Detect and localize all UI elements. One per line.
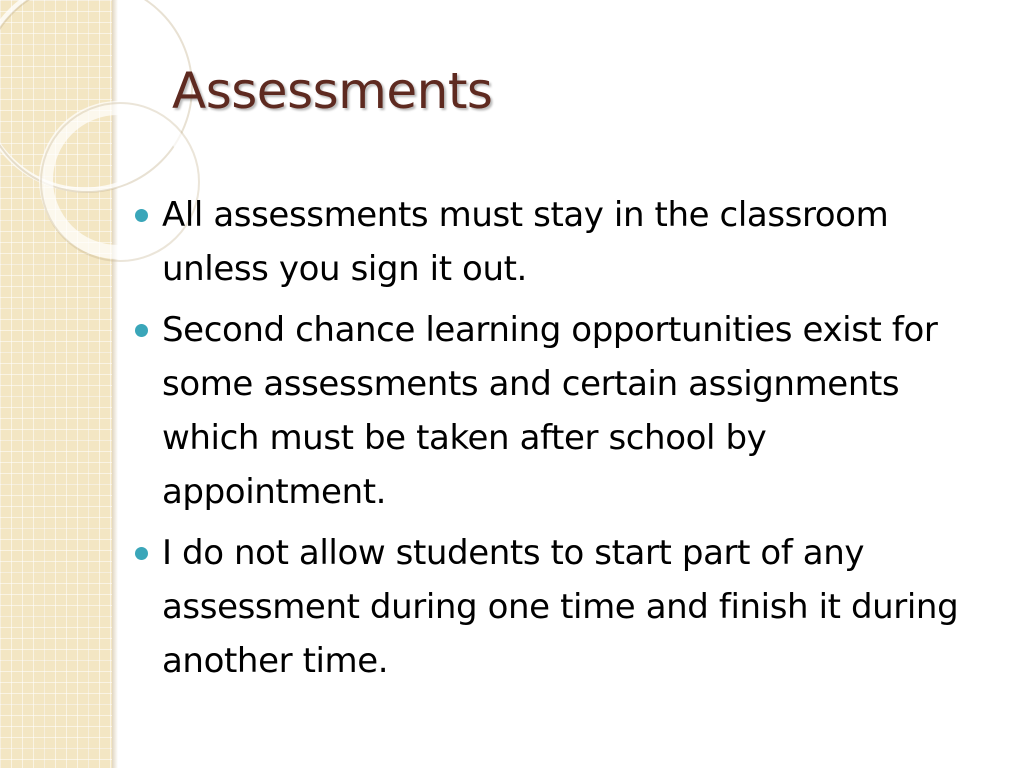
bullet-item xyxy=(132,526,992,688)
decorative-ring-large-shadow xyxy=(0,0,192,192)
bullet-text: Second chance learning opportunities exist for some assessments and certain assignments which must be taken after school by appointment. xyxy=(162,310,938,512)
bullet-list xyxy=(132,188,992,688)
bullet-text: I do not allow students to start part of any assessment during one time and finish it during another time. xyxy=(162,533,959,681)
bullet-text: All assessments must stay in the classroom unless you sign it out. xyxy=(162,195,889,289)
bullet-marker-icon xyxy=(135,209,148,222)
bullet-marker-icon xyxy=(135,324,148,337)
slide-content xyxy=(132,188,992,695)
bullet-item xyxy=(132,188,992,296)
slide-title: Assessments xyxy=(172,62,493,120)
bullet-item xyxy=(132,303,992,519)
bullet-marker-icon xyxy=(135,547,148,560)
